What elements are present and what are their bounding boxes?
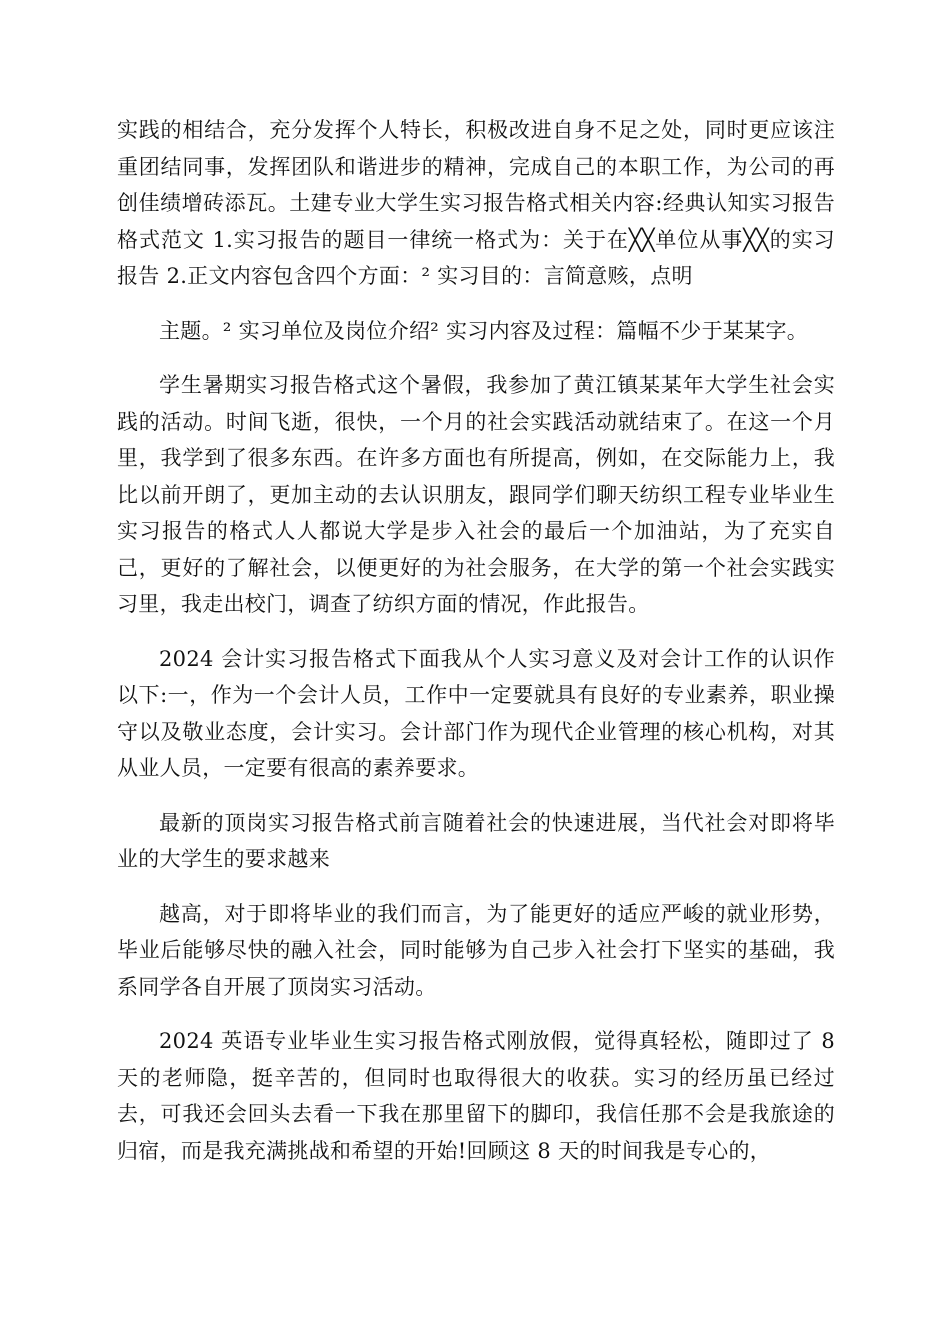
paragraph-3: 学生暑期实习报告格式这个暑假，我参加了黄江镇某某年大学生社会实践的活动。时间飞逝，很快，一个月的社会实践活动就结束了。在这一个月里，我学到了很多东西。在许多方面也有所提高，例如，在交际能力上，我比以前开朗了，更加主动的去认识朋友，跟同学们聊天纺织工程专业毕业生实习报告的格式人人都说大学是步入社会的最后一个加油站，为了充实自己，更好的了解社会，以便更好的为社会服务，在大学的第一个社会实践实习里，我走出校门，调查了纺织方面的情况，作此报告。 bbox=[117, 373, 835, 616]
paragraph-5: 最新的顶岗实习报告格式前言随着社会的快速进展，当代社会对即将毕业的大学生的要求越来 bbox=[117, 810, 835, 871]
paragraph-4: 2024 会计实习报告格式下面我从个人实习意义及对会计工作的认识作以下:一，作为一个会计人员，工作中一定要就具有良好的专业素养，职业操守以及敬业态度，会计实习。会计部门作为现代企业管理的核心机构，对其从业人员，一定要有很高的素养要求。 bbox=[117, 646, 835, 780]
paragraph-7: 2024 英语专业毕业生实习报告格式刚放假，觉得真轻松，随即过了 8 天的老师隐，挺辛苦的，但同时也取得很大的收获。实习的经历虽已经过去，可我还会回头去看一下我在那里留下的脚印，我信任那不会是我旅途的归宿，而是我充满挑战和希望的开始!回顾这 8 天的时间我是专心的， bbox=[117, 1029, 835, 1163]
paragraph-1: 实践的相结合，充分发挥个人特长，积极改进自身不足之处，同时更应该注重团结同事，发挥团队和谐进步的精神，完成自己的本职工作，为公司的再创佳绩增砖添瓦。土建专业大学生实习报告格式相关内容:经典认知实习报告格式范文 1.实习报告的题目一律统一格式为：关于在╳╳单位从事╳╳的实习报告 2.正文内容包含四个方面：² 实习目的：言简意赅，点明 bbox=[117, 118, 835, 288]
paragraph-2: 主题。² 实习单位及岗位介绍² 实习内容及过程：篇幅不少于某某字。 bbox=[159, 318, 809, 343]
paragraph-6: 越高，对于即将毕业的我们而言，为了能更好的适应严峻的就业形势，毕业后能够尽快的融入社会，同时能够为自己步入社会打下坚实的基础，我系同学各自开展了顶岗实习活动。 bbox=[117, 901, 835, 999]
document-page bbox=[117, 112, 835, 1169]
